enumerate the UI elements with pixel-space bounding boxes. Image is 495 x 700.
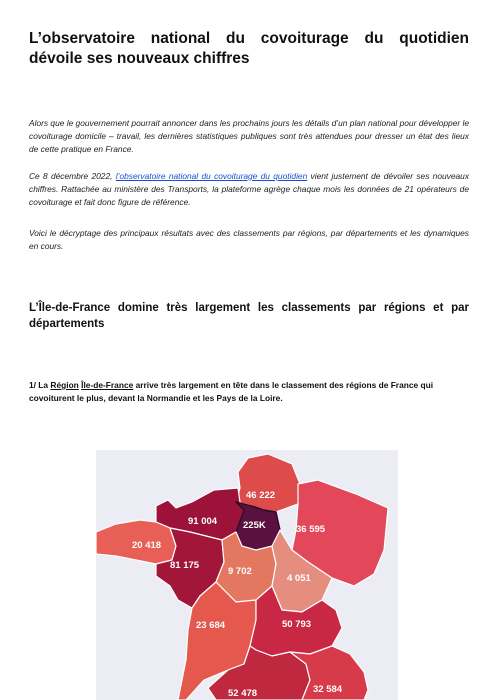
label-bourgogne-franche-comte: 4 051	[287, 573, 311, 584]
region-hauts-de-france	[236, 454, 300, 512]
observatory-paragraph	[29, 170, 469, 209]
label-normandie: 91 004	[188, 516, 218, 527]
label-ile-de-france: 225K	[243, 520, 266, 531]
label-paca: 32 584	[313, 684, 343, 695]
label-pays-de-la-loire: 81 175	[170, 560, 200, 571]
region-word: Région	[50, 380, 79, 390]
breakdown-paragraph: Voici le décryptage des principaux résultats avec des classements par régions, par départements et les dynamiques en cours.	[29, 228, 469, 251]
page-title: L’observatoire national du covoiturage du quotidien dévoile ses nouveaux chiffres	[29, 30, 469, 67]
map-svg	[96, 450, 398, 700]
label-auvergne-rhone-alpes: 50 793	[282, 619, 312, 630]
paragraph-text-start: Ce 8 décembre 2022,	[29, 171, 116, 181]
france-region-map	[96, 450, 398, 700]
label-hauts-de-france: 46 222	[246, 490, 276, 501]
label-nouvelle-aquitaine: 23 684	[196, 620, 226, 631]
label-bretagne: 20 418	[132, 540, 162, 551]
intro-paragraph: Alors que le gouvernement pourrait annoncer dans les prochains jours les détails d’un plan national pour développer le covoiturage domicile – travail, les dernières statistiques publiques sont très attendues pour dresser un état des lieux de cette pratique en France.	[29, 118, 469, 154]
point-rest: arrive très largement en tête dans le classement des régions de France qui covoiturent le plus, devant la Normandie et les Pays de la Loire.	[29, 380, 434, 403]
section-heading: L’Île-de-France domine très largement les classements par régions et par départements	[29, 302, 469, 330]
point-prefix: 1/ La	[29, 380, 51, 390]
point-1-text	[29, 379, 469, 405]
paragraph-text-end: vient justement de dévoiler ses nouveaux chiffres. Rattachée au ministère des Transports, la plateforme agrège chaque mois les données de 21 opérateurs de covoiturage et fait donc figure de référence.	[29, 171, 470, 207]
observatory-link[interactable]: l’observatoire national du covoiturage du quotidien	[115, 171, 308, 181]
label-grand-est: 36 595	[296, 524, 326, 535]
label-occitanie: 52 478	[228, 688, 258, 699]
label-centre-val-de-loire: 9 702	[228, 566, 252, 577]
region-name: Île-de-France	[81, 380, 134, 390]
